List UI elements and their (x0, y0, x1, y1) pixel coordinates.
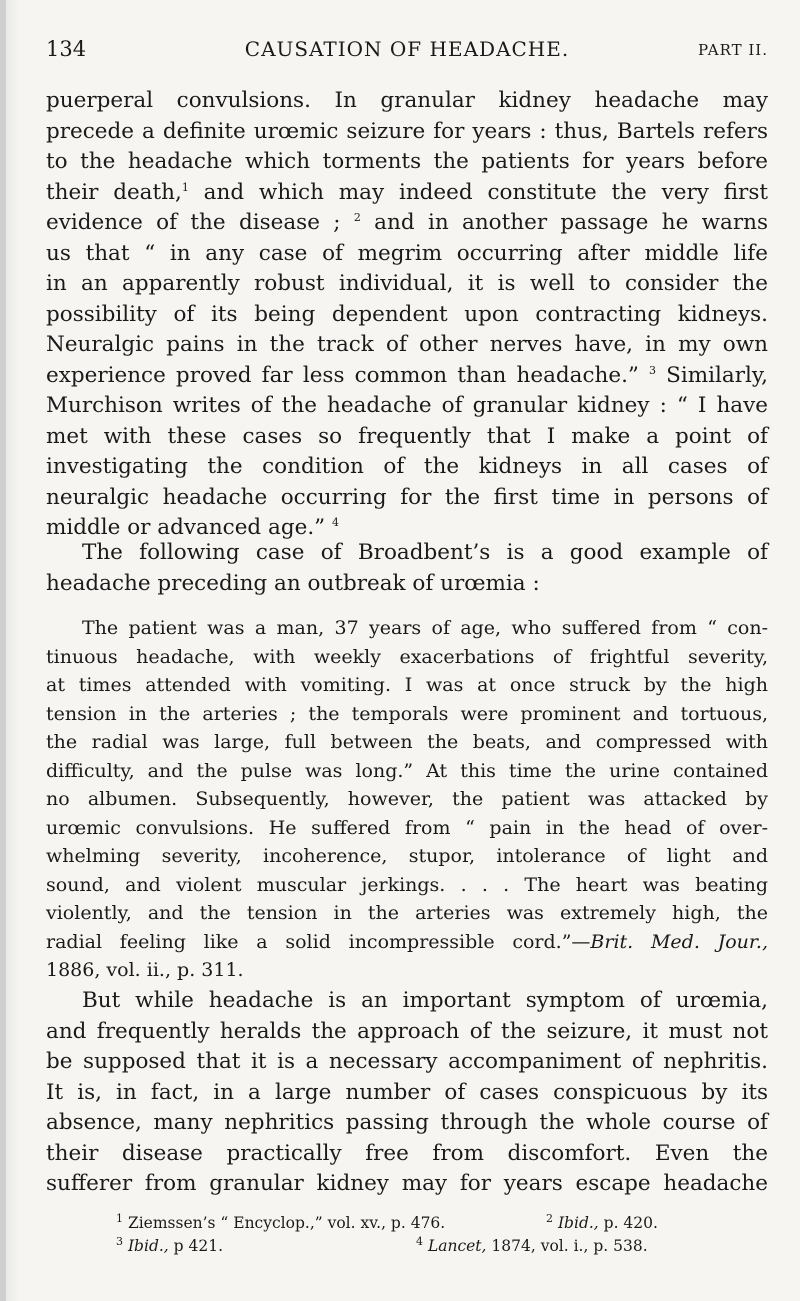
footnote-1-mark: 1 (116, 1211, 123, 1225)
footnote-1 (116, 1212, 445, 1235)
footnote-row-2 (116, 1235, 736, 1258)
text-line (46, 361, 768, 392)
text-line: in an apparently robust individual, it is well to consider the (46, 271, 768, 296)
quote-line: The patient was a man, 37 years of age, who suffered from “ con- (82, 617, 768, 639)
paragraph-2 (46, 538, 768, 599)
page-number: 134 (46, 37, 87, 61)
text-line: their disease practically free from discomfort. Even the (46, 1140, 768, 1166)
footnote-3-italic: Ibid., (127, 1237, 169, 1255)
line-text: middle or advanced age.” (46, 515, 332, 540)
footnote-ref: 4 (332, 515, 339, 529)
quote-line: the radial was large, full between the beats, and compressed with (46, 731, 768, 753)
footnote-4-italic: Lancet, (427, 1237, 487, 1255)
quote-line: difficulty, and the pulse was long.” At this time the urine contained (46, 759, 768, 782)
quote-line: tinuous headache, with weekly exacerbations of frightful severity, (46, 645, 768, 668)
text-line: to the headache which torments the patients for years before (46, 149, 768, 174)
quote-line: violently, and the tension in the arteries was extremely high, the (46, 902, 768, 924)
footnote-ref: 2 (353, 210, 361, 224)
text-line: absence, many nephritics passing through the whole course of (46, 1110, 768, 1135)
quoted-case (46, 614, 768, 985)
footnote-ref: 1 (181, 180, 189, 194)
journal-citation: Brit. Med. Jour., (590, 930, 768, 953)
text-line: possibility of its being dependent upon contracting kidneys. (46, 301, 768, 327)
quote-line: tension in the arteries ; the temporals were prominent and tortuous, (46, 702, 768, 725)
footnote-2-italic: Ibid., (557, 1214, 599, 1232)
line-text: evidence of the disease ; (46, 210, 354, 235)
text-line: neuralgic headache occurring for the first time in persons of (46, 484, 768, 510)
footnote-4-mark: 4 (416, 1234, 423, 1248)
quote-line: at times attended with vomiting. I was at once struck by the high (46, 674, 768, 696)
page-header (46, 37, 768, 67)
text-line: The following case of Broadbent’s is a good example of (82, 540, 768, 565)
paragraph-3 (46, 986, 768, 1200)
text-line: But while headache is an important symptom of urœmia, (82, 988, 768, 1013)
quote-line: urœmic convulsions. He suffered from “ pain in the head of over- (46, 816, 768, 839)
quote-line: no albumen. Subsequently, however, the patient was attacked by (46, 788, 768, 810)
footnote-2 (546, 1212, 658, 1235)
text-line: be supposed that it is a necessary accompaniment of nephritis. (46, 1049, 768, 1074)
quote-text: radial feeling like a solid incompressible cord.”— (46, 930, 591, 953)
footnote-4 (416, 1235, 648, 1258)
text-line: Murchison writes of the headache of granular kidney : “ I have (46, 393, 768, 418)
text-line: us that “ in any case of megrim occurring after middle life (46, 240, 768, 266)
footnote-ref: 3 (649, 363, 657, 377)
text-line: puerperal convulsions. In granular kidney headache may (46, 88, 768, 113)
footnotes (116, 1212, 736, 1258)
text-line: Neuralgic pains in the track of other nerves have, in my own (46, 332, 768, 357)
footnote-1-text: Ziemssen’s “ Encyclop.,” vol. xv., p. 476. (127, 1214, 446, 1232)
text-line: It is, in fact, in a large number of cases conspicuous by its (46, 1079, 768, 1105)
line-text: and which may indeed constitute the very first (188, 179, 768, 205)
line-text: their death, (46, 179, 182, 205)
footnote-3-mark: 3 (116, 1234, 123, 1248)
text-line (46, 208, 768, 239)
line-text: Similarly, (656, 362, 768, 388)
quote-line: whelming severity, incoherence, stupor, intolerance of light and (46, 845, 768, 867)
footnote-row-1 (116, 1212, 736, 1235)
text-line (46, 178, 768, 209)
text-line: and frequently heralds the approach of the seizure, it must not (46, 1018, 768, 1044)
text-line: investigating the condition of the kidneys in all cases of (46, 454, 768, 479)
footnote-4-text: 1874, vol. i., p. 538. (486, 1237, 648, 1255)
footnote-2-mark: 2 (546, 1211, 553, 1225)
quote-line (46, 928, 768, 957)
text-line: headache preceding an outbreak of urœmia : (46, 570, 540, 596)
part-label: PART II. (698, 41, 768, 59)
quote-line: sound, and violent muscular jerkings. . . . The heart was beating (46, 873, 768, 896)
text-line: sufferer from granular kidney may for years escape headache (46, 1171, 768, 1196)
text-line: precede a definite urœmic seizure for years : thus, Bartels refers (46, 118, 768, 144)
footnote-2-text: p. 420. (598, 1214, 658, 1232)
text-line: met with these cases so frequently that I make a point of (46, 423, 768, 449)
quote-line: 1886, vol. ii., p. 311. (46, 959, 244, 981)
line-text: and in another passage he warns (360, 210, 768, 235)
footnote-3 (116, 1235, 223, 1258)
line-text: experience proved far less common than headache.” (46, 362, 650, 388)
running-title: CAUSATION OF HEADACHE. (244, 37, 570, 61)
footnote-3-text: p 421. (168, 1237, 224, 1255)
paragraph-1 (46, 86, 768, 544)
